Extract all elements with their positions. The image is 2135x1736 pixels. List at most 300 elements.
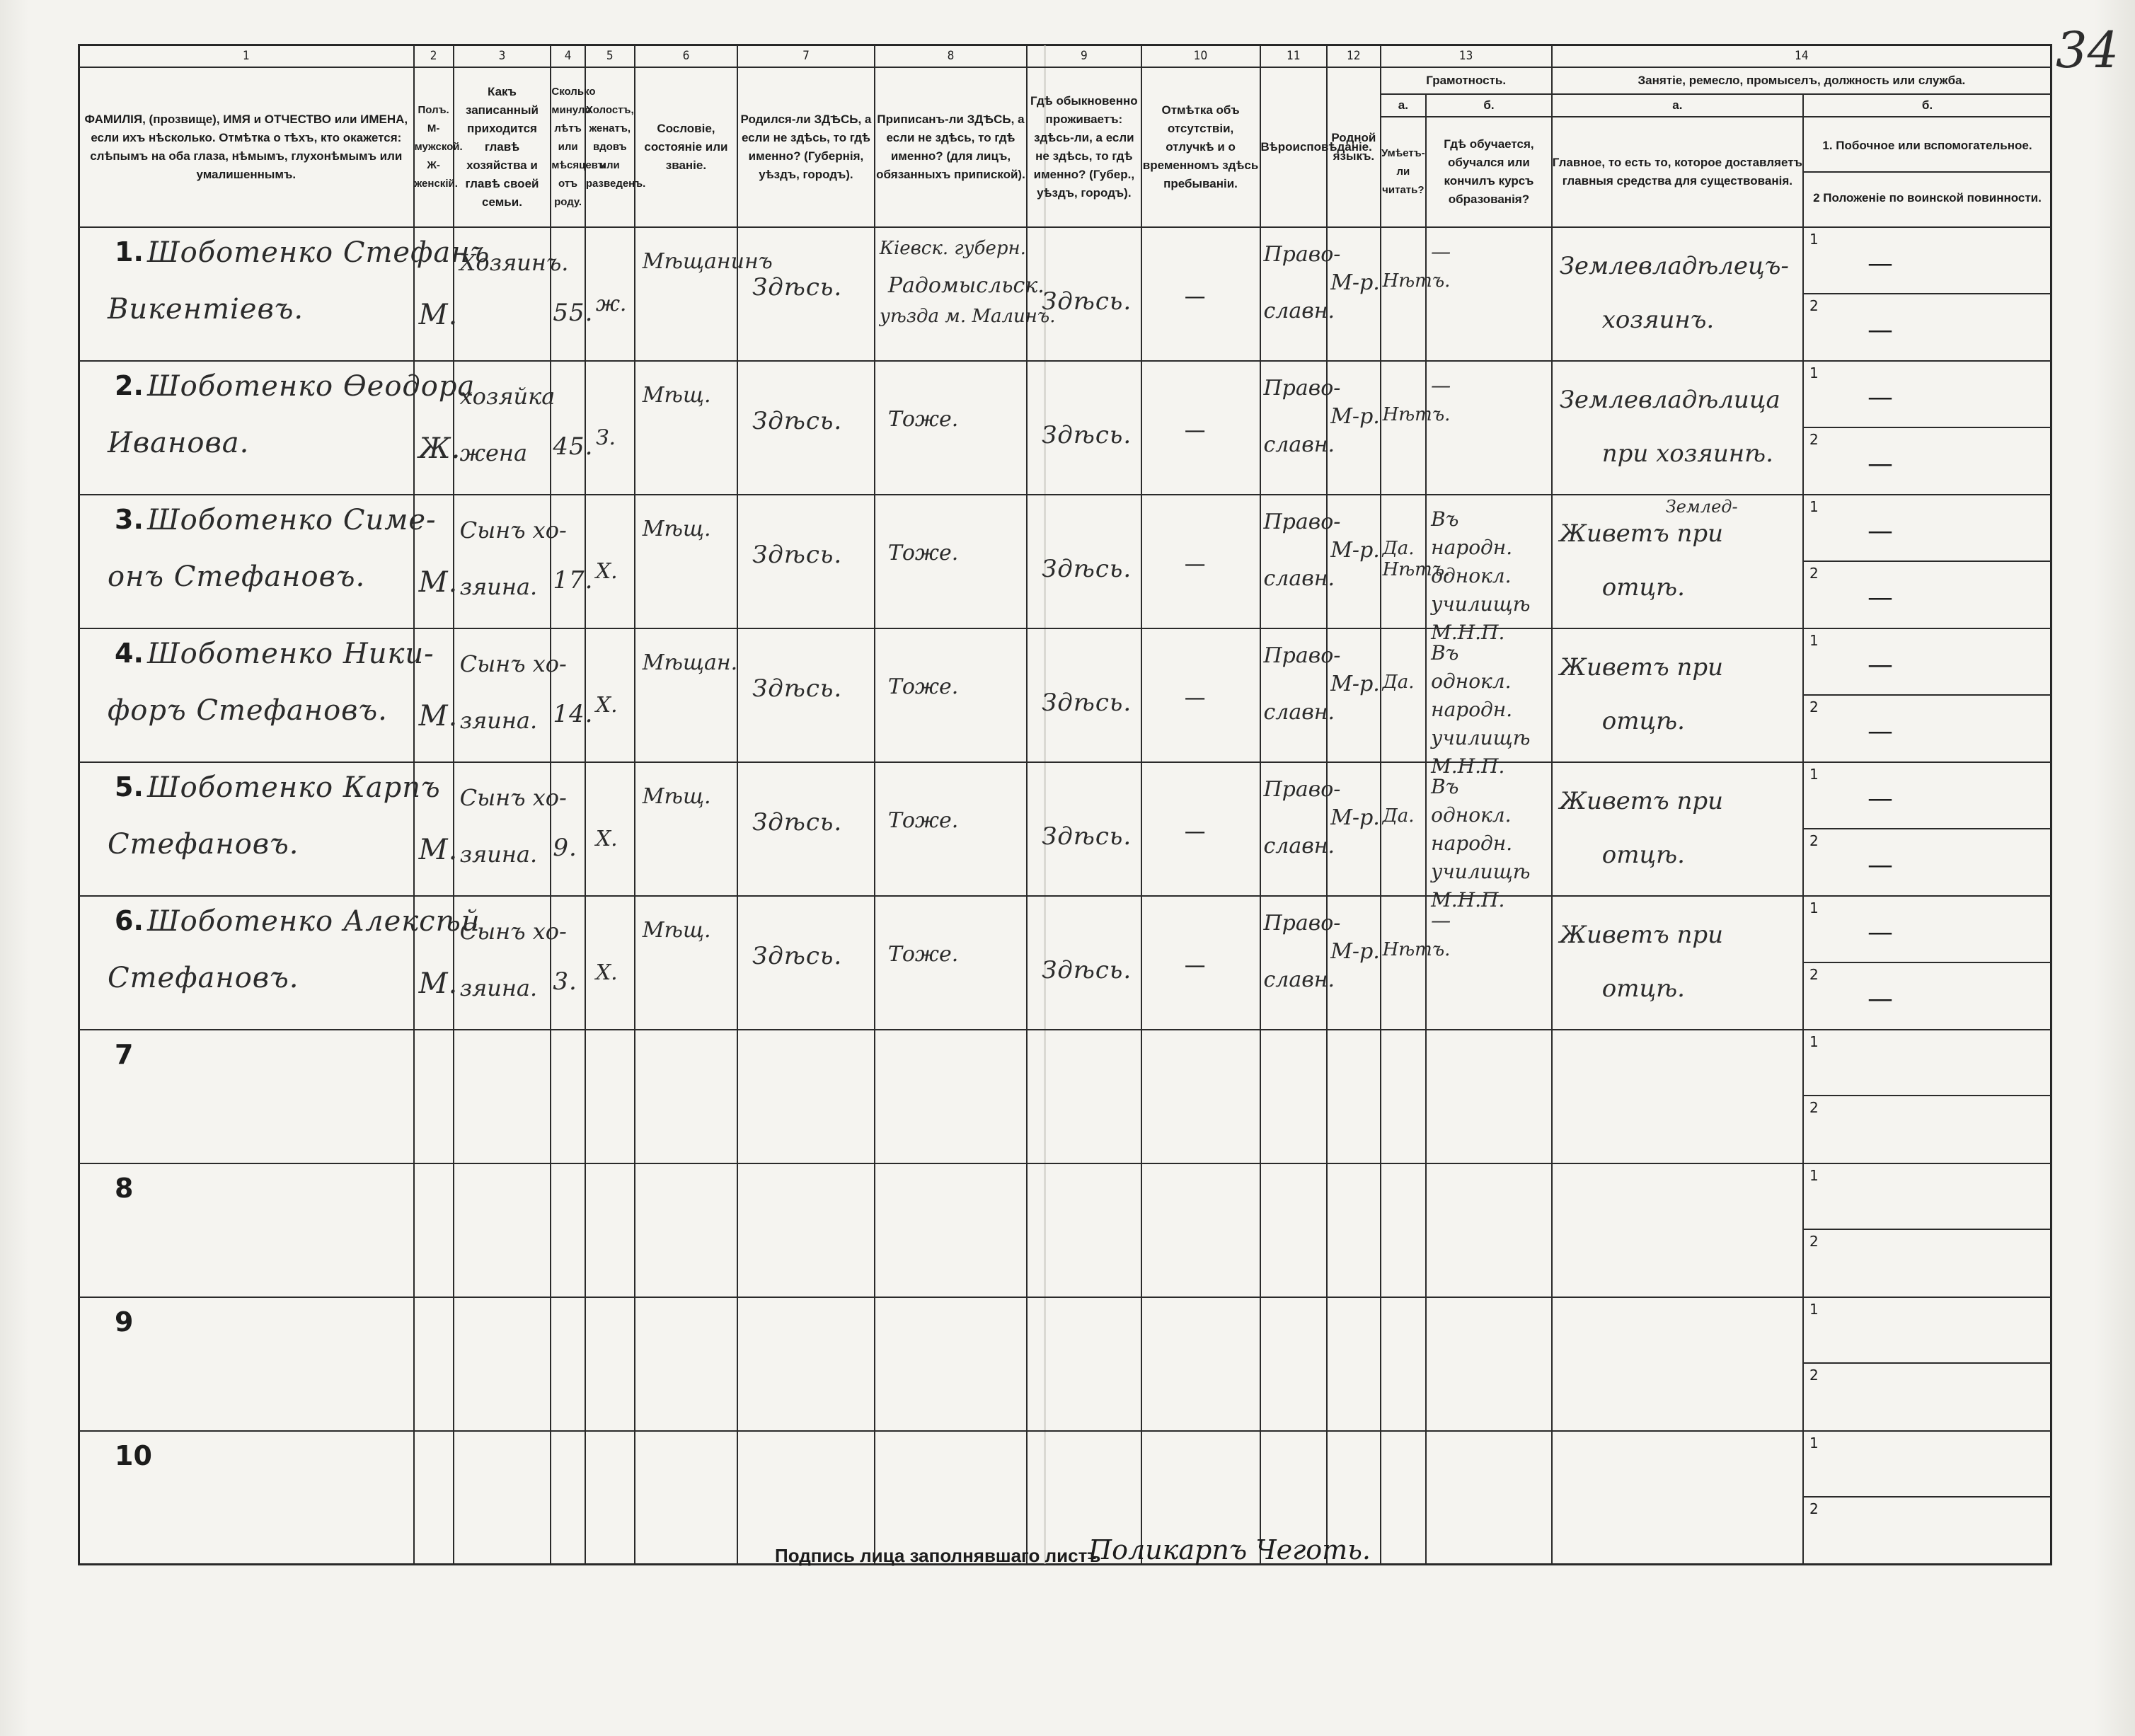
- sex-value: М.: [418, 834, 459, 867]
- empty-cell: [585, 1431, 635, 1565]
- sub-label-1: 1: [1809, 1300, 1819, 1318]
- resides-value: Здѣсь.: [1042, 956, 1132, 985]
- header-marital: Холостъ, женатъ, вдовъ или разведенъ.: [585, 67, 635, 227]
- sub-label-2: 2: [1809, 1500, 1819, 1518]
- header-occupation: Занятіе, ремесло, промыселъ, должность или служба.: [1552, 67, 2051, 94]
- sub-label-2: 2: [1809, 564, 1819, 582]
- relation-bottom: жена: [459, 439, 528, 467]
- reads-value: Да. Нѣтъ.: [1382, 538, 1451, 581]
- colnum-14: 14: [1552, 45, 2051, 67]
- secondary-occupation: [1804, 228, 2051, 294]
- absence-value: —: [1184, 820, 1206, 845]
- military-value: —: [1867, 315, 1893, 345]
- absence-value: —: [1184, 284, 1206, 310]
- religion-top: Право-: [1263, 777, 1341, 803]
- cell-relation: [454, 495, 567, 628]
- cell-age: [551, 762, 585, 896]
- cell-name: [79, 1030, 414, 1163]
- sub-label-1: 1: [1809, 1166, 1819, 1184]
- occupation-bottom: отцѣ.: [1601, 841, 1685, 870]
- marital-value: ж.: [595, 292, 627, 317]
- registered-mid: Тоже.: [887, 808, 959, 834]
- registered-top: Кіевск. губерн.: [879, 238, 1026, 260]
- empty-cell: [875, 1297, 1027, 1431]
- empty-cell: [1552, 1297, 1803, 1431]
- header-relation: Какъ записанный приходится главѣ хозяйства и главѣ своей семьи.: [454, 67, 551, 227]
- cell-relation: [454, 361, 556, 495]
- colnum-10: 10: [1141, 45, 1260, 67]
- born-value: Здѣсь.: [752, 942, 843, 971]
- registered-mid: Тоже.: [887, 942, 959, 967]
- empty-cell: [585, 1297, 635, 1431]
- school-value: —: [1431, 240, 1451, 264]
- colnum-11: 11: [1260, 45, 1328, 67]
- header-secondary: [1803, 117, 2051, 227]
- census-row: [79, 762, 2051, 896]
- colnum-13: 13: [1381, 45, 1552, 67]
- empty-cell: [551, 1030, 585, 1163]
- header-registered: Приписанъ-ли ЗДѢСЬ, а если не здѣсь, то гдѣ именно? (для лицъ, обязанныхъ припиской).: [875, 67, 1027, 227]
- estate-value: Мѣщ.: [642, 383, 711, 408]
- empty-cell: [1141, 1163, 1260, 1297]
- reads-value: Да.: [1382, 805, 1415, 827]
- row-number: 3.: [115, 504, 144, 536]
- cell-main-occupation: [1552, 628, 1803, 762]
- header-absence: Отмѣтка объ отсутствіи, отлучкѣ и о временномъ здѣсь пребываніи.: [1141, 67, 1260, 227]
- occupation-top: Живетъ при: [1559, 519, 1724, 548]
- cell-reads: [1381, 361, 1451, 495]
- cell-secondary: [1803, 1030, 2051, 1163]
- reads-value: Да.: [1382, 672, 1415, 694]
- header-name: ФАМИЛІЯ, (прозвище), ИМЯ и ОТЧЕСТВО или ИМЕНА, если ихъ нѣсколько. Отмѣтка о тѣхъ, кто окажется: слѣпымъ на оба глаза, нѣмымъ, глухонѣмымъ или умалишеннымъ.: [79, 67, 414, 227]
- sub-label-2: 2: [1809, 1233, 1819, 1251]
- empty-cell: [1327, 1297, 1380, 1431]
- age-value: 55.: [553, 299, 594, 328]
- cell-registered: [875, 227, 1056, 361]
- military-value: —: [1867, 449, 1893, 478]
- cell-born: [737, 628, 875, 762]
- marital-value: З.: [595, 425, 616, 451]
- registered-bottom: уѣзда м. Малинъ.: [879, 306, 1056, 328]
- cell-secondary: [1803, 1163, 2051, 1297]
- cell-secondary: [1803, 1431, 2051, 1565]
- empty-cell: [1327, 1163, 1380, 1297]
- cell-age: [551, 896, 585, 1030]
- cell-sex: [414, 227, 459, 361]
- sex-value: М.: [418, 566, 459, 599]
- religion-bottom: славн.: [1263, 700, 1335, 725]
- sub-label-1: 1: [1809, 498, 1819, 516]
- census-row: [79, 227, 2051, 361]
- colnum-12: 12: [1327, 45, 1380, 67]
- sex-value: М.: [418, 700, 459, 733]
- military-status: [1804, 1096, 2051, 1162]
- cell-marital: [585, 628, 635, 762]
- cell-born: [737, 896, 875, 1030]
- census-table: [78, 44, 2052, 1565]
- empty-cell: [551, 1431, 585, 1565]
- age-value: 45.: [553, 432, 594, 461]
- cell-language: [1327, 495, 1380, 628]
- empty-cell: [585, 1163, 635, 1297]
- cell-age: [551, 495, 594, 628]
- cell-religion: [1260, 896, 1341, 1030]
- cell-marital: [585, 896, 635, 1030]
- header-born: Родился-ли ЗДѢСЬ, а если не здѣсь, то гдѣ именно? (Губернія, уѣздъ, городъ).: [737, 67, 875, 227]
- school-value: —: [1431, 909, 1451, 933]
- empty-cell: [1426, 1163, 1552, 1297]
- cell-secondary: [1803, 227, 2051, 361]
- empty-cell: [875, 1163, 1027, 1297]
- cell-secondary: [1803, 361, 2051, 495]
- cell-resides: [1027, 762, 1141, 896]
- cell-language: [1327, 361, 1380, 495]
- language-value: М-р.: [1330, 939, 1380, 965]
- cell-marital: [585, 361, 635, 495]
- cell-registered: [875, 361, 1027, 495]
- cell-language: [1327, 762, 1380, 896]
- cell-marital: [585, 495, 635, 628]
- school-value: Въ народн. однокл. училищѣ М.Н.П.: [1431, 507, 1531, 645]
- religion-top: Право-: [1263, 911, 1341, 936]
- cell-religion: [1260, 361, 1341, 495]
- empty-cell: [737, 1297, 875, 1431]
- cell-sex: [414, 628, 459, 762]
- empty-cell: [1260, 1297, 1328, 1431]
- cell-relation: [454, 227, 569, 361]
- census-row: [79, 1297, 2051, 1431]
- signature: Поликарпъ Чеготь.: [1088, 1534, 1371, 1565]
- cell-estate: [635, 628, 737, 762]
- cell-school: [1426, 361, 1552, 495]
- military-status: [1804, 1498, 2051, 1564]
- cell-relation: [454, 628, 567, 762]
- empty-cell: [1381, 1030, 1427, 1163]
- empty-cell: [635, 1431, 737, 1565]
- surname-name: Шоботенко Ники-: [147, 638, 435, 671]
- relation-top: Сынъ хо-: [459, 650, 567, 678]
- cell-language: [1327, 896, 1380, 1030]
- cell-language: [1327, 628, 1380, 762]
- empty-cell: [551, 1163, 585, 1297]
- cell-secondary: [1803, 628, 2051, 762]
- cell-main-occupation: [1552, 361, 1803, 495]
- occupation-note: Землед-: [1665, 497, 1738, 517]
- occupation-bottom: отцѣ.: [1601, 573, 1685, 602]
- sub-label-2: 2: [1809, 965, 1819, 983]
- resides-value: Здѣсь.: [1042, 555, 1132, 584]
- marital-value: Х.: [595, 827, 618, 852]
- empty-cell: [1381, 1431, 1427, 1565]
- cell-born: [737, 361, 875, 495]
- cell-school: [1426, 227, 1552, 361]
- cell-sex: [414, 762, 459, 896]
- census-rows: [79, 227, 2051, 1565]
- cell-sex: [414, 896, 459, 1030]
- sub-label-2: 2: [1809, 1367, 1819, 1384]
- school-value: Въ однокл. народн. училищѣ М.Н.П.: [1431, 641, 1531, 778]
- empty-cell: [454, 1431, 551, 1565]
- military-value: —: [1867, 582, 1893, 612]
- marital-value: Х.: [595, 559, 618, 585]
- secondary-value: —: [1867, 650, 1893, 680]
- sub-label-1: 1: [1809, 364, 1819, 382]
- row-number: 4.: [115, 638, 144, 669]
- empty-cell: [454, 1297, 551, 1431]
- empty-cell: [1141, 1297, 1260, 1431]
- empty-cell: [454, 1163, 551, 1297]
- estate-value: Мѣщ.: [642, 784, 711, 810]
- absence-value: —: [1184, 552, 1206, 577]
- secondary-value: —: [1867, 517, 1893, 546]
- absence-value: —: [1184, 418, 1206, 444]
- surname-name: Шоботенко Карпъ: [147, 771, 441, 805]
- colnum-5: 5: [585, 45, 635, 67]
- secondary-occupation: [1804, 1030, 2051, 1096]
- military-value: —: [1867, 850, 1893, 880]
- cell-religion: [1260, 762, 1341, 896]
- cell-religion: [1260, 227, 1341, 361]
- header-reads: Умѣетъ-ли читать?: [1381, 117, 1427, 227]
- empty-cell: [551, 1297, 585, 1431]
- sub-label-1: 1: [1809, 231, 1819, 248]
- row-number: 7: [115, 1038, 134, 1070]
- colnum-7: 7: [737, 45, 875, 67]
- header-resides: Гдѣ обыкновенно проживаетъ: здѣсь-ли, а если не здѣсь, то гдѣ именно? (Губер., уѣздъ, городъ).: [1027, 67, 1141, 227]
- cell-secondary: [1803, 896, 2051, 1030]
- military-status: [1804, 696, 2051, 761]
- military-status: [1804, 1230, 2051, 1296]
- cell-estate: [635, 495, 737, 628]
- secondary-value: —: [1867, 383, 1893, 413]
- patronymic: Викентіевъ.: [108, 293, 304, 326]
- cell-reads: [1381, 227, 1451, 361]
- registered-mid: Тоже.: [887, 674, 959, 700]
- empty-cell: [875, 1030, 1027, 1163]
- military-status: [1804, 829, 2051, 895]
- cell-estate: [635, 896, 737, 1030]
- relation-bottom: зяина.: [459, 841, 538, 868]
- sub-label-2: 2: [1809, 297, 1819, 314]
- patronymic: Иванова.: [108, 427, 250, 460]
- cell-marital: [585, 762, 635, 896]
- relation-bottom: зяина.: [459, 573, 538, 601]
- military-value: —: [1867, 716, 1893, 746]
- cell-name: [79, 361, 476, 495]
- cell-name: [79, 628, 435, 762]
- cell-school: [1426, 762, 1552, 912]
- cell-absence: [1141, 361, 1260, 495]
- religion-top: Право-: [1263, 510, 1341, 535]
- sub-label-1: 1: [1809, 632, 1819, 650]
- row-number: 8: [115, 1172, 134, 1204]
- surname-name: Шоботенко Стефанъ: [147, 236, 490, 270]
- born-value: Здѣсь.: [752, 407, 843, 436]
- header-row-top: [79, 67, 2051, 94]
- empty-cell: [414, 1030, 454, 1163]
- column-number-row: [79, 45, 2051, 67]
- cell-main-occupation: [1552, 896, 1803, 1030]
- colnum-8: 8: [875, 45, 1027, 67]
- census-row: [79, 628, 2051, 762]
- secondary-value: —: [1867, 918, 1893, 948]
- empty-cell: [1327, 1030, 1380, 1163]
- language-value: М-р.: [1330, 538, 1380, 563]
- cell-main-occupation: [1552, 495, 1803, 628]
- empty-cell: [454, 1030, 551, 1163]
- empty-cell: [414, 1431, 454, 1565]
- cell-absence: [1141, 896, 1260, 1030]
- sub-label-1: 1: [1809, 1033, 1819, 1050]
- cell-born: [737, 762, 875, 896]
- surname-name: Шоботенко Алексѣй: [147, 905, 480, 938]
- occupation-top: Живетъ при: [1559, 921, 1724, 950]
- surname-name: Шоботенко Ѳеодора: [147, 370, 476, 403]
- sub-label-2: 2: [1809, 1099, 1819, 1117]
- religion-top: Право-: [1263, 242, 1341, 268]
- language-value: М-р.: [1330, 672, 1380, 697]
- secondary-value: —: [1867, 784, 1893, 814]
- cell-reads: [1381, 896, 1451, 1030]
- row-number: 10: [115, 1439, 152, 1471]
- colnum-2: 2: [414, 45, 454, 67]
- cell-registered: [875, 495, 1027, 628]
- secondary-occupation: [1804, 763, 2051, 829]
- patronymic: форъ Стефановъ.: [108, 694, 388, 728]
- empty-cell: [1552, 1163, 1803, 1297]
- age-value: 9.: [553, 834, 577, 863]
- cell-sex: [414, 495, 459, 628]
- census-row: [79, 361, 2051, 495]
- relation-top: Сынъ хо-: [459, 517, 567, 544]
- religion-bottom: славн.: [1263, 566, 1335, 592]
- registered-mid: Тоже.: [887, 541, 959, 566]
- resides-value: Здѣсь.: [1042, 689, 1132, 718]
- military-value: —: [1867, 984, 1893, 1013]
- religion-top: Право-: [1263, 376, 1341, 401]
- secondary-occupation: [1804, 897, 2051, 962]
- cell-name: [79, 1297, 414, 1431]
- cell-name: [79, 495, 437, 628]
- occupation-top: Живетъ при: [1559, 787, 1724, 816]
- cell-religion: [1260, 495, 1341, 628]
- cell-name: [79, 1431, 414, 1565]
- empty-cell: [1260, 1163, 1328, 1297]
- sex-value: М.: [418, 967, 459, 1001]
- marital-value: Х.: [595, 960, 618, 986]
- sub-label-2: 2: [1809, 832, 1819, 849]
- signature-label: Подпись лица заполнявшаго листъ: [775, 1545, 1101, 1566]
- empty-cell: [737, 1163, 875, 1297]
- cell-school: [1426, 896, 1552, 1030]
- religion-bottom: славн.: [1263, 834, 1335, 859]
- empty-cell: [1027, 1297, 1141, 1431]
- colnum-1: 1: [79, 45, 414, 67]
- cell-name: [79, 762, 441, 896]
- header-language: Родной языкъ.: [1327, 67, 1380, 227]
- cell-name: [79, 896, 480, 1030]
- estate-value: Мѣщ.: [642, 517, 711, 542]
- cell-estate: [635, 762, 737, 896]
- cell-main-occupation: [1552, 227, 1803, 361]
- relation-bottom: зяина.: [459, 707, 538, 735]
- header-literacy-a-label: а.: [1381, 94, 1427, 117]
- cell-born: [737, 227, 875, 361]
- estate-value: Мѣщанинъ: [642, 249, 773, 275]
- school-value: —: [1431, 374, 1451, 398]
- language-value: М-р.: [1330, 270, 1380, 296]
- cell-resides: [1027, 227, 1141, 361]
- cell-age: [551, 628, 594, 762]
- cell-age: [551, 361, 594, 495]
- occupation-top: Землевладѣлецъ-: [1559, 252, 1789, 281]
- cell-absence: [1141, 762, 1260, 896]
- colnum-9: 9: [1027, 45, 1141, 67]
- secondary-occupation: [1804, 362, 2051, 427]
- secondary-value: —: [1867, 249, 1893, 279]
- empty-cell: [414, 1297, 454, 1431]
- census-row: [79, 495, 2051, 628]
- cell-resides: [1027, 628, 1141, 762]
- relation-top: Хозяинъ.: [459, 249, 569, 277]
- reads-value: Нѣтъ.: [1382, 270, 1451, 292]
- military-status: [1804, 294, 2051, 360]
- cell-absence: [1141, 628, 1260, 762]
- cell-secondary: [1803, 1297, 2051, 1431]
- colnum-3: 3: [454, 45, 551, 67]
- cell-name: [79, 227, 490, 361]
- header-military: 2 Положеніе по воинской повинности.: [1813, 191, 2042, 205]
- relation-top: Сынъ хо-: [459, 784, 567, 812]
- religion-bottom: славн.: [1263, 967, 1335, 993]
- relation-bottom: зяина.: [459, 975, 538, 1002]
- cell-language: [1327, 227, 1380, 361]
- secondary-occupation: [1804, 629, 2051, 695]
- reads-value: Нѣтъ.: [1382, 939, 1451, 961]
- absence-value: —: [1184, 953, 1206, 979]
- sub-label-1: 1: [1809, 766, 1819, 783]
- empty-cell: [1426, 1030, 1552, 1163]
- born-value: Здѣсь.: [752, 273, 843, 302]
- cell-school: [1426, 495, 1552, 645]
- empty-cell: [1141, 1030, 1260, 1163]
- patronymic: онъ Стефановъ.: [108, 561, 366, 594]
- religion-bottom: славн.: [1263, 432, 1335, 458]
- census-row: [79, 1163, 2051, 1297]
- empty-cell: [635, 1163, 737, 1297]
- registered-mid: Радомысльск.: [887, 273, 1045, 299]
- empty-cell: [1027, 1030, 1141, 1163]
- sub-label-1: 1: [1809, 1434, 1819, 1452]
- patronymic: Стефановъ.: [108, 962, 299, 995]
- cell-born: [737, 495, 875, 628]
- occupation-top: Живетъ при: [1559, 653, 1724, 682]
- header-occupation-b-label: б.: [1803, 94, 2051, 117]
- cell-resides: [1027, 896, 1141, 1030]
- census-row: [79, 1030, 2051, 1163]
- cell-sex: [414, 361, 461, 495]
- born-value: Здѣсь.: [752, 674, 843, 703]
- estate-value: Мѣщ.: [642, 918, 711, 943]
- header-main-occupation: Главное, то есть то, которое доставляетъ главныя средства для существованія.: [1552, 117, 1803, 227]
- cell-main-occupation: [1552, 762, 1803, 896]
- estate-value: Мѣщан.: [642, 650, 738, 676]
- cell-name: [79, 1163, 414, 1297]
- header-school: Гдѣ обучается, обучался или кончилъ курсъ образованія?: [1426, 117, 1552, 227]
- colnum-6: 6: [635, 45, 737, 67]
- occupation-top: Землевладѣлица: [1559, 386, 1780, 415]
- cell-resides: [1027, 495, 1141, 628]
